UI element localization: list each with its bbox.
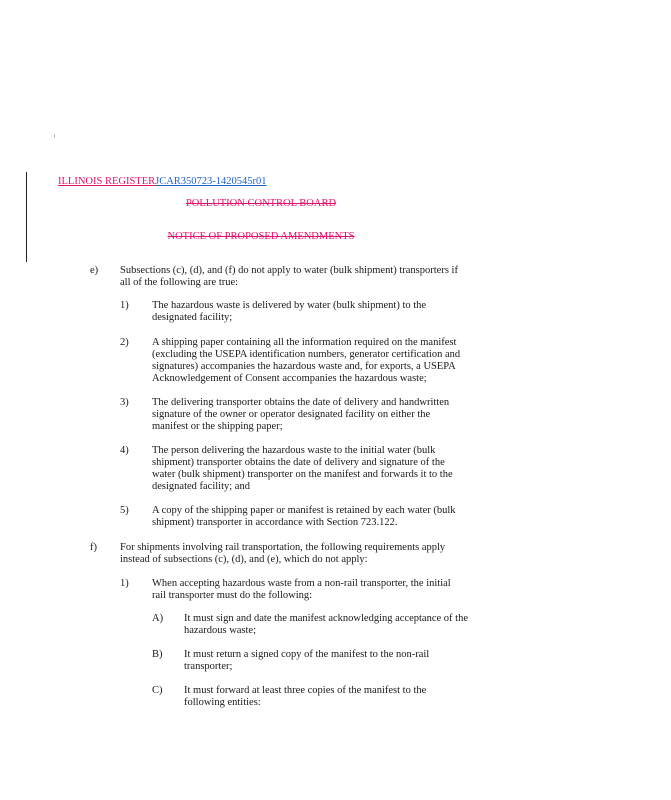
subsection-e-label: e)	[90, 265, 99, 276]
f-item-1-text: When accepting hazardous waste from a non-rail transporter, the initial rail transporter must do the following:	[152, 578, 451, 601]
subsection-e-text: Subsections (c), (d), and (f) do not apply to water (bulk shipment) transporters if all of the following are true:	[120, 265, 458, 288]
e-item-5-text: A copy of the shipping paper or manifest is retained by each water (bulk shipment) transporter in accordance with Section 723.122.	[152, 505, 456, 528]
f-subitem-b-label: B)	[152, 649, 163, 660]
margin-tick-mark	[54, 134, 55, 138]
f-subitem-a-text: It must sign and date the manifest acknowledging acceptance of the hazardous waste;	[184, 613, 468, 636]
board-heading: POLLUTION CONTROL BOARD	[185, 198, 337, 209]
subsection-f-label: f)	[90, 542, 97, 553]
f-item-1-label: 1)	[120, 578, 129, 589]
document-id-link[interactable]: JCAR350723-1420545r01	[155, 176, 267, 187]
e-item-3-text: The delivering transporter obtains the date of delivery and handwritten signature of the owner or operator designated facility on either the manifest or the shipping paper;	[152, 397, 450, 432]
subsection-f-text: For shipments involving rail transportation, the following requirements apply instead of subsections (c), (d), and (e), which do not apply:	[120, 542, 446, 565]
e-item-4-text: The person delivering the hazardous waste to the initial water (bulk shipment) transporter obtains the date of delivery and signature of the water (bulk shipment) transporter on the manifest and forwards it to the designated facility; and	[152, 445, 453, 492]
f-subitem-c-label: C)	[152, 685, 163, 696]
register-header	[58, 176, 267, 188]
e-item-1-text: The hazardous waste is delivered by water (bulk shipment) to the designated facility;	[152, 300, 427, 323]
e-item-2-text: A shipping paper containing all the information required on the manifest (excluding the USEPA identification numbers, generator certification and signatures) accompanies the hazardous waste and, for exports, a USEPA Acknowledgement of Consent accompanies the hazardous waste;	[152, 337, 461, 384]
register-name: ILLINOIS REGISTER	[58, 176, 156, 187]
e-item-1-label: 1)	[120, 300, 129, 311]
e-item-4-label: 4)	[120, 445, 129, 456]
e-item-2-label: 2)	[120, 337, 129, 348]
e-item-3-label: 3)	[120, 397, 129, 408]
f-subitem-c-text: It must forward at least three copies of the manifest to the following entities:	[184, 685, 427, 708]
notice-heading: NOTICE OF PROPOSED AMENDMENTS	[167, 231, 355, 242]
e-item-5-label: 5)	[120, 505, 129, 516]
f-subitem-a-label: A)	[152, 613, 164, 624]
f-subitem-b-text: It must return a signed copy of the manifest to the non-rail transporter;	[184, 649, 430, 672]
revision-change-bar	[26, 172, 27, 262]
